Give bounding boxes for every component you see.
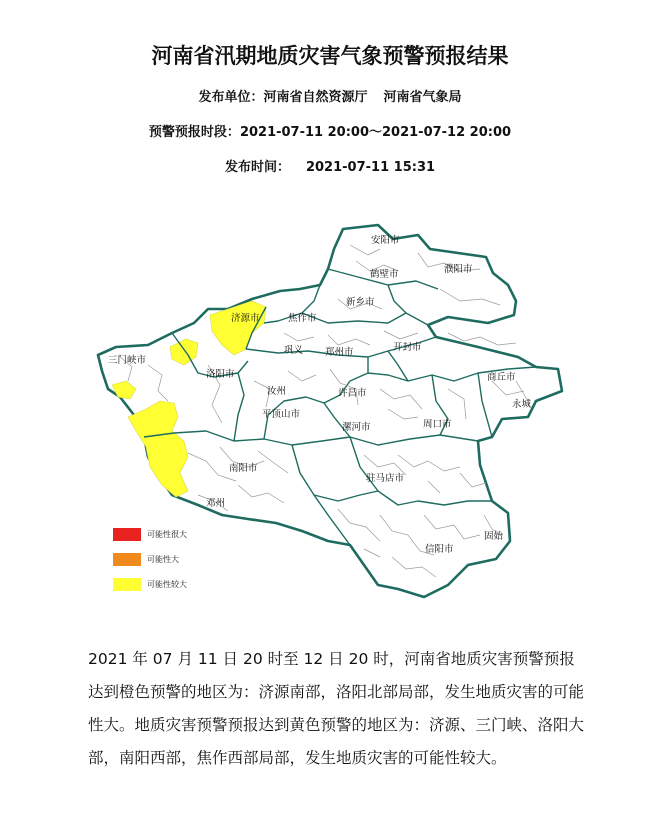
city-label: 郑州市 <box>325 347 354 358</box>
city-label: 许昌市 <box>338 388 367 399</box>
city-label: 信阳市 <box>425 544 454 555</box>
city-label: 新乡市 <box>346 297 375 308</box>
publish-time-value: 2021-07-11 15:31 <box>305 160 436 175</box>
city-label: 洛阳市 <box>206 369 235 380</box>
city-label: 平顶山市 <box>262 409 301 420</box>
map-legend <box>113 528 187 603</box>
city-label: 安阳市 <box>371 235 400 246</box>
city-label: 济源市 <box>231 313 260 324</box>
city-label: 永城 <box>512 399 532 410</box>
period-label: 预警预报时段： <box>148 125 240 140</box>
city-label: 汝州 <box>267 386 287 397</box>
legend-swatch-red <box>113 528 141 541</box>
publisher-org2: 河南省气象局 <box>383 90 462 105</box>
city-label: 周口市 <box>423 419 452 430</box>
legend-item <box>113 528 187 541</box>
publisher-label: 发布单位： <box>198 90 264 105</box>
publisher-org1: 河南省自然资源厅 <box>263 90 368 105</box>
city-label: 邓州 <box>206 498 226 509</box>
city-label: 巩义 <box>284 345 304 356</box>
city-label: 固始 <box>484 531 504 542</box>
city-label: 濮阳市 <box>444 264 473 275</box>
legend-label: 可能性较大 <box>147 580 187 589</box>
legend-item <box>113 578 187 591</box>
legend-item <box>113 553 187 566</box>
warning-description: 2021 年 07 月 11 日 20 时至 12 日 20 时，河南省地质灾害预警预报达到橙色预警的地区为：济源南部，洛阳北部局部，发生地质灾害的可能性大。地质灾害预警预报达到黄色预警的地区为：济源、三门峡、洛阳大部，南阳西部，焦作西部局部，发生地质灾害的可能性较大。 <box>88 650 585 767</box>
period-line <box>0 121 660 140</box>
legend-swatch-yellow <box>113 578 141 591</box>
city-label: 三门峡市 <box>108 355 147 366</box>
city-label: 鹤壁市 <box>370 269 399 280</box>
city-label: 商丘市 <box>487 372 516 383</box>
publish-time-line <box>0 156 660 175</box>
legend-label: 可能性大 <box>147 555 179 564</box>
city-label: 开封市 <box>393 342 422 353</box>
city-label: 焦作市 <box>288 313 317 324</box>
page-title: 河南省汛期地质灾害气象预警预报结果 <box>151 44 509 68</box>
legend-swatch-orange <box>113 553 141 566</box>
publisher-line <box>0 86 660 105</box>
publish-time-label: 发布时间： <box>224 160 290 175</box>
period-value: 2021-07-11 20:00～2021-07-12 20:00 <box>239 125 512 140</box>
city-label: 驻马店市 <box>366 473 405 484</box>
city-label: 漯河市 <box>342 422 371 433</box>
legend-label: 可能性很大 <box>147 530 187 539</box>
city-label: 南阳市 <box>229 463 258 474</box>
